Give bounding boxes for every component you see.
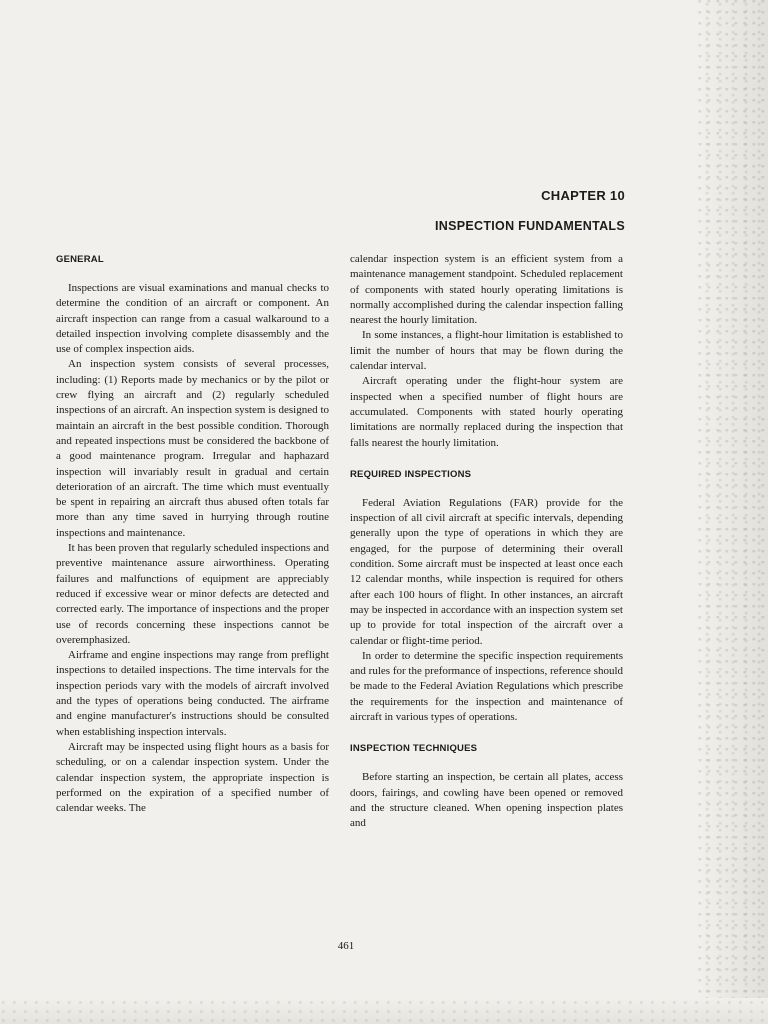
paragraph: In some instances, a flight-hour limitation is established to limit the number of hours that may be flown during the calendar interval. — [350, 329, 623, 373]
paragraph: calendar inspection system is an efficient system from a maintenance management standpoint. Scheduled replacement of components with stated hourly operating limitations is normally accomplished during the calendar inspection falling nearest the hourly limitation. — [350, 253, 623, 327]
page-number: 461 — [337, 940, 355, 952]
scan-edge-noise — [698, 0, 768, 1024]
chapter-title: INSPECTION FUNDAMENTALS — [435, 219, 625, 233]
paragraph: Inspections are visual examinations and manual checks to determine the condition of an aircraft or component. An aircraft inspection can range from a casual walkaround to a detailed inspection involving complete disassembly and the use of complex inspection aids. — [56, 282, 329, 356]
paragraph: In order to determine the specific inspection requirements and rules for the preformance of inspections, reference should be made to the Federal Aviation Regulations which prescribe the requirements for the inspection and maintenance of aircraft in various types of operations. — [350, 649, 623, 724]
section-heading-inspection-techniques: INSPECTION TECHNIQUES — [350, 743, 478, 755]
paragraph: Aircraft may be inspected using flight hours as a basis for scheduling, or on a calendar inspection system. Under the calendar inspection system, the appropriate inspection is performed on the expiration of a specified number of calendar weeks. The — [56, 740, 329, 815]
paragraph: Aircraft operating under the flight-hour system are inspected when a specified number of flight hours are accumulated. Components with stated hourly operating limitations are normally replaced during the inspection that falls nearest the hourly limitation. — [350, 375, 623, 449]
paragraph: It has been proven that regularly scheduled inspections and preventive maintenance assure airworthiness. Operating failures and malfunctions of equipment are appreciably reduced if excessive wear or minor defects are detected and corrected early. The importance of inspections and the proper use of records concerning these inspections cannot be overemphasized. — [56, 542, 329, 646]
paragraph: Federal Aviation Regulations (FAR) provide for the inspection of all civil aircraft at specific intervals, depending generally upon the type of operations in which they are engaged, for the purpose of determining their overall condition. Some aircraft must be inspected at least once each 12 calendar months, while inspection is required for others after each 100 hours of flight. In other instances, an aircraft may be inspected in accordance with an inspection system set up to provide for total inspection of the aircraft over a calendar or flight-time period. — [350, 496, 623, 647]
paragraph: Airframe and engine inspections may range from preflight inspections to detailed inspections. The time intervals for the inspection periods vary with the models of aircraft involved and the types of operations being conducted. The airframe and engine manufacturer's instructions should be consulted when establishing inspection intervals. — [56, 649, 329, 738]
left-column — [56, 252, 329, 816]
chapter-number: CHAPTER 10 — [541, 188, 625, 203]
paragraph: An inspection system consists of several processes, including: (1) Reports made by mechanics or by the pilot or crew flying an aircraft and (2) regularly scheduled inspections of an aircraft. An inspection system is designed to maintain an aircraft in the best possible condition. Thorough and repeated inspections must be considered the backbone of a good maintenance program. Irregular and haphazard inspection will invariably result in gradual and certain deterioration of an aircraft. The time which must eventually be spent in repairing an aircraft thus abused often totals far more than any time saved in hurrying through routine inspections and maintenance. — [56, 358, 329, 539]
scan-bottom-noise — [0, 998, 768, 1024]
section-heading-required-inspections: REQUIRED INSPECTIONS — [350, 468, 472, 480]
right-column — [350, 252, 623, 832]
section-heading-general: GENERAL — [56, 254, 104, 265]
paragraph: Before starting an inspection, be certain all plates, access doors, fairings, and cowling have been opened or removed and the structure cleaned. When opening inspection plates and — [350, 771, 623, 830]
